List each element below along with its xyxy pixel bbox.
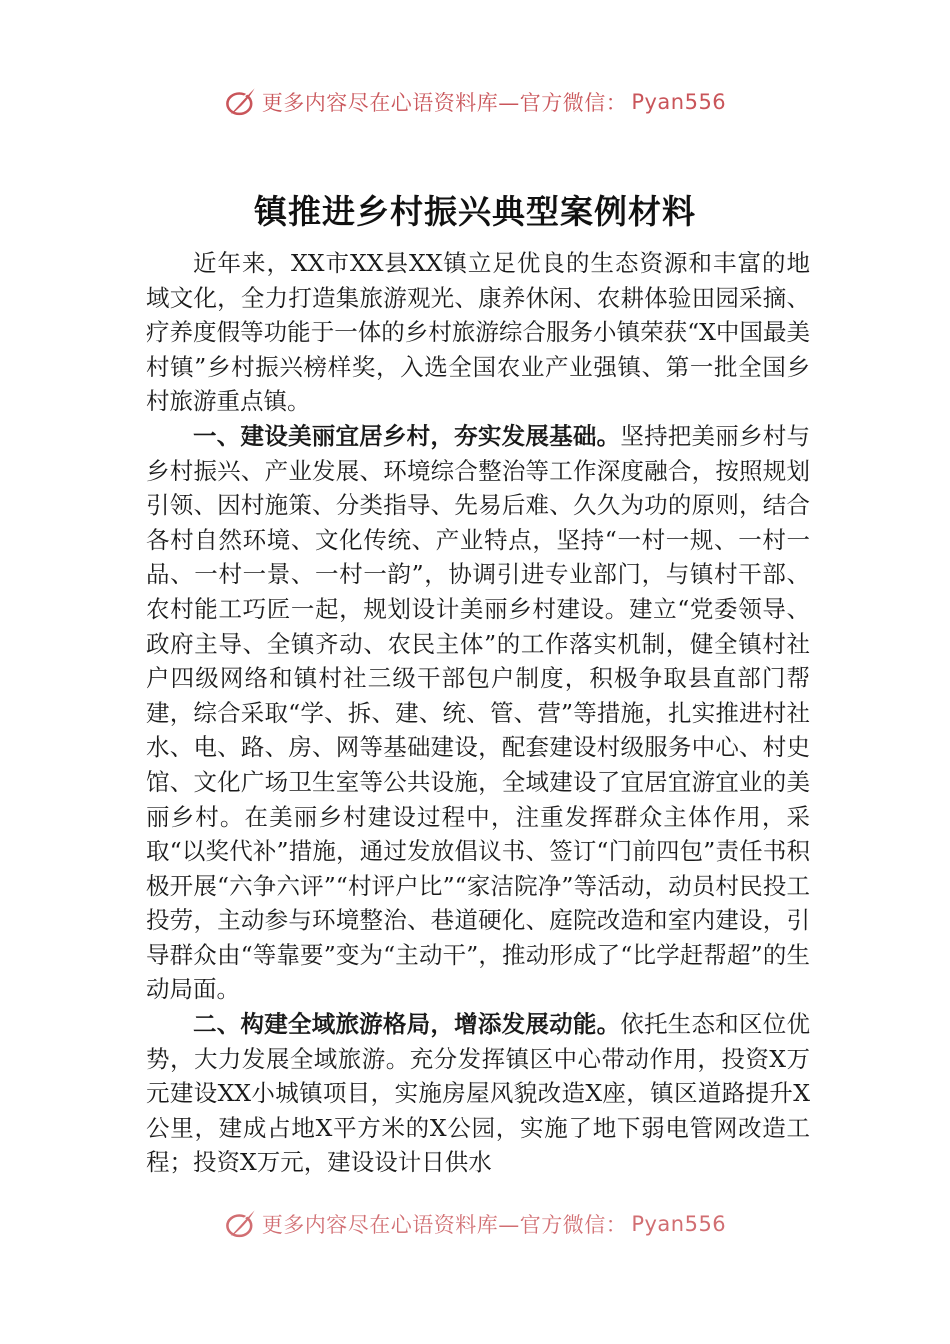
document-body: [146, 246, 810, 1180]
section-body-2: 依托生态和区位优势，大力发展全域旅游。充分发挥镇区中心带动作用，投资X万元建设XX小城镇项目，实施房屋风貌改造X座，镇区道路提升X公里，建成占地X平方米的X公园，实施了地下弱电管网改造工程；投资X万元，建设设计日供水: [146, 1010, 811, 1177]
section-paragraph-1: [146, 419, 810, 1007]
intro-paragraph: 近年来，XX市XX县XX镇立足优良的生态资源和丰富的地域文化，全力打造集旅游观光、康养休闲、农耕体验田园采摘、疗养度假等功能于一体的乡村旅游综合服务小镇荣获“X中国最美村镇”乡村振兴榜样奖，入选全国农业产业强镇、第一批全国乡村旅游重点镇。: [146, 249, 810, 416]
watermark-text: 更多内容尽在心语资料库—官方微信：: [261, 1213, 628, 1237]
watermark-banner-bottom: [0, 1204, 950, 1244]
section-heading-2: 二、构建全域旅游格局，增添发展动能。: [193, 1010, 621, 1039]
section-paragraph-2: [146, 1007, 810, 1180]
watermark-text: 更多内容尽在心语资料库—官方微信：: [261, 91, 628, 115]
quill-feather-icon: [224, 1207, 258, 1241]
watermark-banner-top: [0, 82, 950, 122]
document-title: 镇推进乡村振兴典型案例材料: [254, 192, 696, 231]
quill-feather-icon: [224, 85, 258, 119]
section-body-1: 坚持把美丽乡村与乡村振兴、产业发展、环境综合整治等工作深度融合，按照规划引领、因村施策、分类指导、先易后难、久久为功的原则，结合各村自然环境、文化传统、产业特点，坚持“一村一规、一村一品、一村一景、一村一韵”，协调引进专业部门，与镇村干部、农村能工巧匠一起，规划设计美丽乡村建设。建立“党委领导、政府主导、全镇齐动、农民主体”的工作落实机制，健全镇村社户四级网络和镇村社三级干部包户制度，积极争取县直部门帮建，综合采取“学、拆、建、统、管、营”等措施，扎实推进村社水、电、路、房、网等基础建设，配套建设村级服务中心、村史馆、文化广场卫生室等公共设施，全域建设了宜居宜游宜业的美丽乡村。在美丽乡村建设过程中，注重发挥群众主体作用，采取“以奖代补”措施，通过发放倡议书、签订“门前四包”责任书积极开展“六争六评”“村评户比”“家洁院净”等活动，动员村民投工投劳，主动参与环境整治、巷道硬化、庭院改造和室内建设，引导群众由“等靠要”变为“主动干”，推动形成了“比学赶帮超”的生动局面。: [146, 421, 811, 1004]
watermark-wechat-id: Pyan556: [631, 90, 727, 114]
watermark-wechat-id: Pyan556: [631, 1212, 727, 1236]
section-heading-1: 一、建设美丽宜居乡村，夯实发展基础。: [193, 421, 621, 450]
